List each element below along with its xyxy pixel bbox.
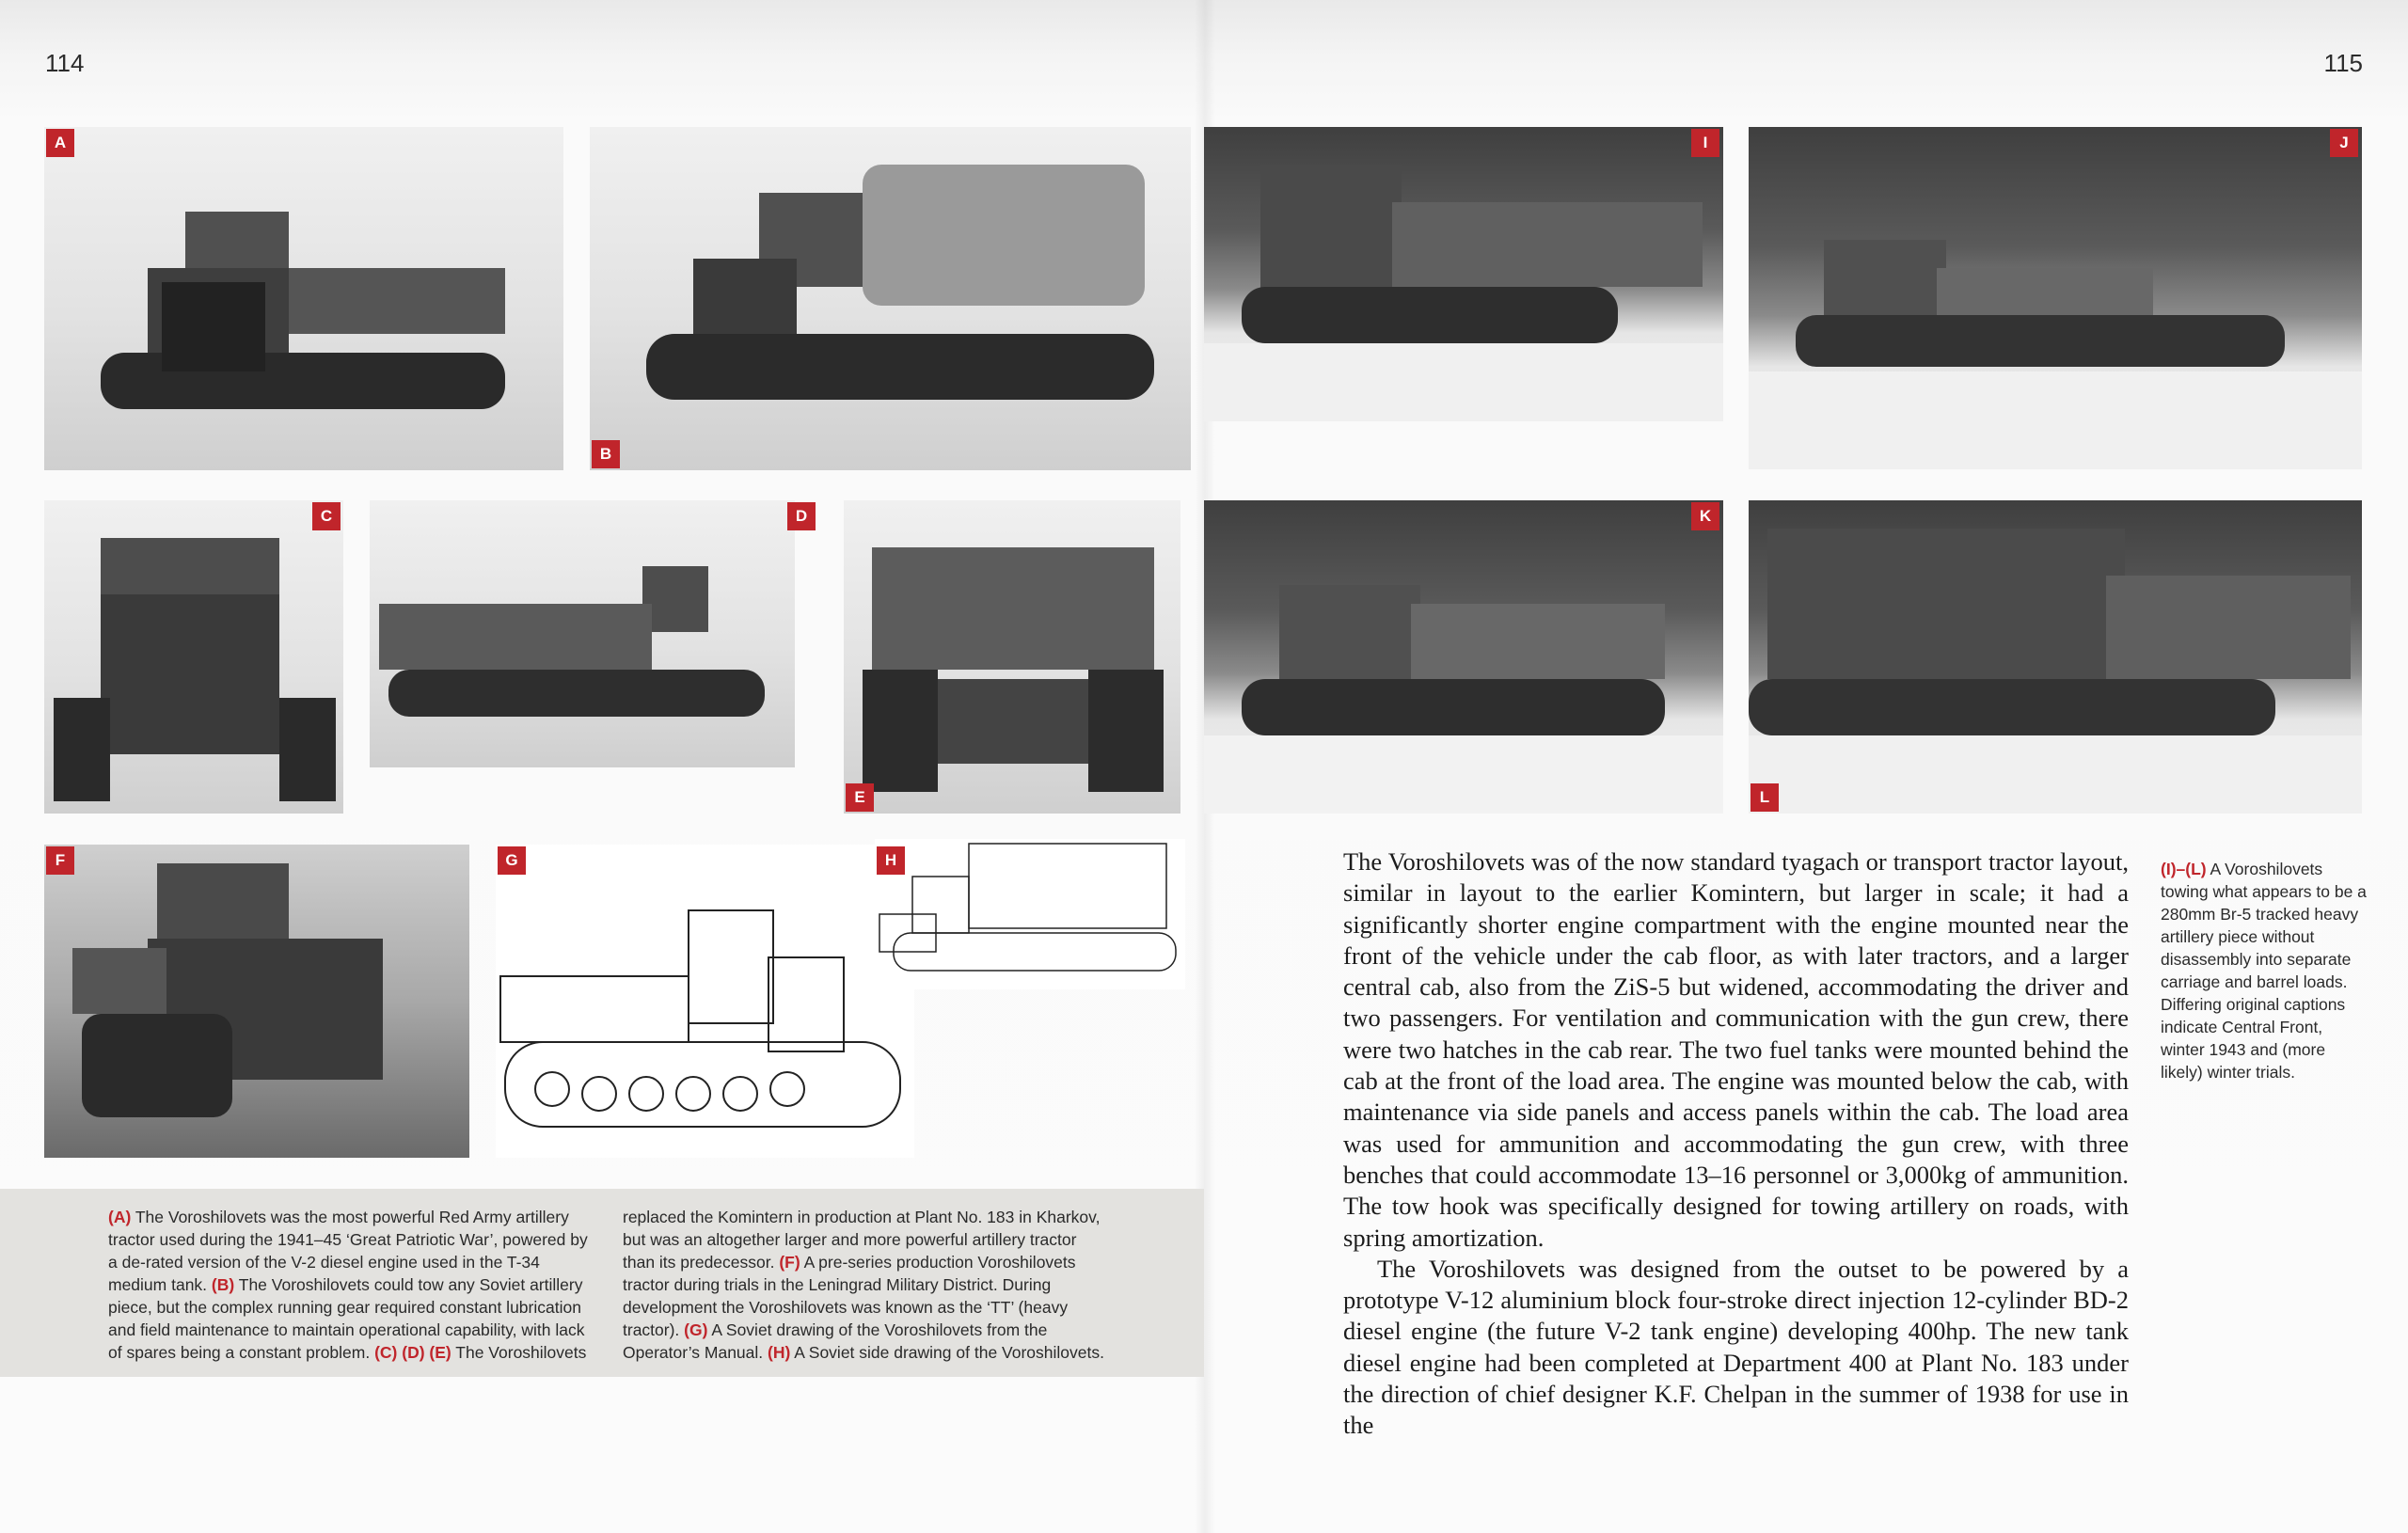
caption-box-a-to-h [0,1189,1204,1377]
photo-label-f: F [46,846,74,875]
page-number-left: 114 [45,49,85,77]
photo-i-winter-towing [1204,127,1723,421]
photo-b-side-view-covered [590,127,1191,470]
body-paragraph-1: The Voroshilovets was of the now standard tyagach or transport tractor layout, similar in layout to the earlier Komintern, but larger in scale; it had a significantly shorter engine compartment with the engine mounted near the front of the vehicle under the cab floor, as with later tractors, and a larger central cab, also from the ZiS-5 but widened, accommodating the driver and two passengers. For ventilation and communication with the gun crew, there were two hatches in the cab rear. The two fuel tanks were mounted behind the cab at the front of the load area. The engine was mounted below the cab, with maintenance via side panels and access panels within the cab. The load area was used for ammunition and accommodating the gun crew, with three benches that could accommodate 13–16 personnel or 3,000kg of ammunition. The tow hook was specifically designed for towing artillery on roads, with spring amortization. [1343,847,2129,1252]
photo-label-h: H [877,846,905,875]
body-paragraph-2: The Voroshilovets was designed from the outset to be powered by a prototype V-12 aluminium block four-stroke direct injection 12-cylinder BD-2 diesel engine (the future V-2 tank engine) developing 400hp. The new tank diesel engine had been completed at Department 400 at Plant No. 183 under the direction of chief designer K.F. Chelpan in the summer of 1938 for use in the [1343,1254,2129,1440]
photo-l-winter-front [1749,500,2362,814]
photo-label-b: B [592,440,620,468]
caption-text-g: A Soviet drawing of the Voroshilovets from the Operator’s Manual. [623,1320,1048,1362]
caption-text-b: The Voroshilovets could tow any Soviet artillery piece, but the complex running gear required constant lubrication and field maintenance to maintain operational capability, with lack of spares being a constant problem. [108,1275,585,1362]
photo-label-k: K [1691,502,1719,530]
drawing-g-operators-manual [496,845,914,1158]
side-caption-ref: (I)–(L) [2161,860,2207,878]
photo-f-pre-series-trials [44,845,469,1158]
caption-ref-h: (H) [768,1343,791,1362]
caption-column-1 [108,1206,597,1364]
caption-text-h: A Soviet side drawing of the Voroshilovets. [790,1343,1104,1362]
caption-ref-cde: (C) (D) (E) [374,1343,452,1362]
side-caption-text: A Voroshilovets towing what appears to be a 280mm Br-5 tracked heavy artillery piece without disassembly into separate carriage and barrel loads. Differing original captions indicate Central Front, winter 1943 and (more likely) winter trials. [2161,860,2367,1082]
caption-text-cde-2: replaced the Komintern in production at Plant No. 183 in Kharkov, but was an altogether larger and more powerful artillery tractor than its predecessor. [623,1208,1101,1272]
photo-label-l: L [1751,783,1779,812]
photo-c-front-view [44,500,343,814]
photo-e-rear-view [844,500,1180,814]
photo-label-e: E [846,783,874,812]
photo-label-c: C [312,502,341,530]
drawing-h-side-view [875,839,1185,989]
photo-a-front-three-quarter [44,127,563,470]
caption-ref-a: (A) [108,1208,132,1226]
caption-ref-f: (F) [779,1253,800,1272]
photo-label-j: J [2330,129,2358,157]
photo-label-g: G [498,846,526,875]
main-body-text [1343,846,2129,1442]
photo-label-d: D [787,502,816,530]
caption-ref-b: (B) [211,1275,235,1294]
caption-ref-g: (G) [684,1320,708,1339]
caption-text-f: A pre-series production Voroshilovets tractor during trials in the Leningrad Military District. During development the Voroshilovets was known as the ‘TT’ (heavy tractor). [623,1253,1076,1339]
caption-text-cde-1: The Voroshilovets [451,1343,587,1362]
photo-d-side-view [370,500,795,767]
photo-label-a: A [46,129,74,157]
photo-label-i: I [1691,129,1719,157]
photo-k-winter-crew [1204,500,1723,814]
caption-text-a: The Voroshilovets was the most powerful Red Army artillery tractor used during the 1941–45 ‘Great Patriotic War’, powered by a de-rated version of the V-2 diesel engine used in the T-34 medium tank. [108,1208,588,1294]
page-number-right: 115 [2323,49,2363,77]
side-caption-i-to-l [2161,858,2368,1083]
photo-j-winter-towing-side [1749,127,2362,469]
caption-column-2 [623,1206,1112,1364]
